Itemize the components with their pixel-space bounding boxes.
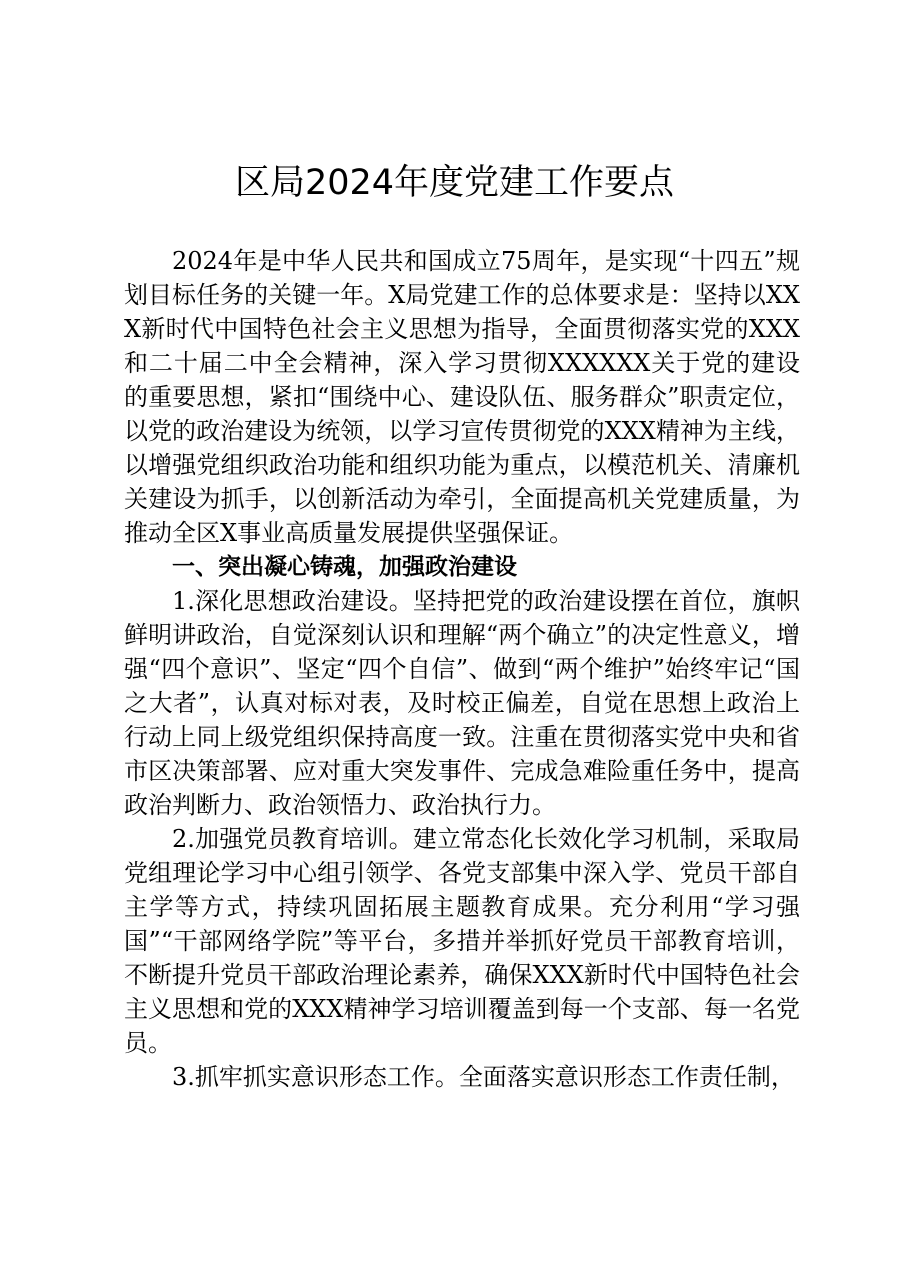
item-paragraph-2: 2.加强党员教育培训。建立常态化长效化学习机制，采取局党组理论学习中心组引领学、各党支部集中深入学、党员干部自主学等方式，持续巩固拓展主题教育成果。充分利用“学习强国”“干部网络学院”等平台，多措并举抓好党员干部教育培训，不断提升党员干部政治理论素养，确保XXX新时代中国特色社会主义思想和党的XXX精神学习培训覆盖到每一个支部、每一名党员。: [124, 825, 800, 1057]
item-paragraph-3: 3.抓牢抓实意识形态工作。全面落实意识形态工作责任制，: [172, 1063, 795, 1091]
intro-paragraph: 2024年是中华人民共和国成立75周年，是实现“十四五”规划目标任务的关键一年。X局党建工作的总体要求是：坚持以XXX新时代中国特色社会主义思想为指导，全面贯彻落实党的XXX和二十届二中全会精神，深入学习贯彻XXXXXX关于党的建设的重要思想，紧扣“围绕中心、建设队伍、服务群众”职责定位，以党的政治建设为统领，以学习宣传贯彻党的XXX精神为主线，以增强党组织政治功能和组织功能为重点，以模范机关、清廉机关建设为抓手，以创新活动为牵引，全面提高机关党建质量，为推动全区X事业高质量发展提供坚强保证。: [124, 247, 800, 547]
item-paragraph-1: 1.深化思想政治建设。坚持把党的政治建设摆在首位，旗帜鲜明讲政治，自觉深刻认识和理解“两个确立”的决定性意义，增强“四个意识”、坚定“四个自信”、做到“两个维护”始终牢记“国之大者”，认真对标对表，及时校正偏差，自觉在思想上政治上行动上同上级党组织保持高度一致。注重在贯彻落实党中央和省市区决策部署、应对重大突发事件、完成急难险重任务中，提高政治判断力、政治领悟力、政治执行力。: [124, 587, 800, 819]
section-heading: 一、突出凝心铸魂，加强政治建设: [172, 554, 517, 580]
document-body: [124, 244, 800, 1094]
document-title: 区局2024年度党建工作要点: [234, 163, 675, 203]
